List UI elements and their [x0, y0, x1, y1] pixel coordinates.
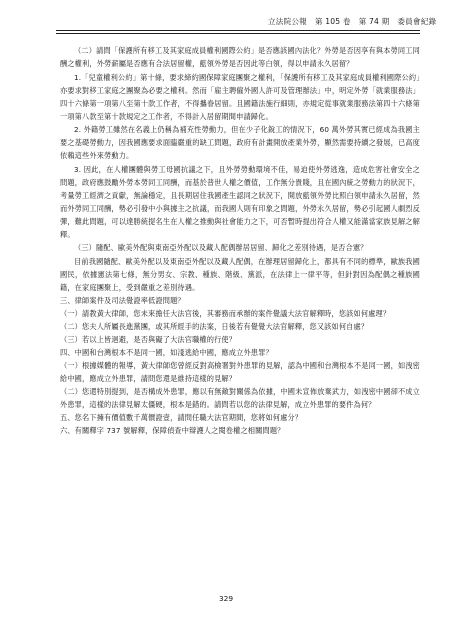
- body-text: [60, 44, 420, 437]
- paragraph: （三）隨配、歐美外配與東南亞外配以及藏人配偶辦居居留、歸化之差別待遇，是否合憲？: [74, 243, 368, 252]
- paragraph: 2. 外籍勞工雖然在名義上仍稱為補充性勞動力，但在少子化銳工的情況下，60 萬外勞其實已經成為我國主要之基礎勞動力，因我國應要求面臨嚴重的缺工問題，政府有計畫開放產業外勞，顯然需要持續之發展，已高度依賴這些外來勞動力。: [60, 125, 420, 160]
- section-name: 委員會紀錄: [397, 17, 437, 26]
- header-rule-thin: [56, 33, 420, 34]
- question-heading: 五、您名下擁有價值數千萬價證壹，請問任職大法官期間，您將如何處分？: [60, 413, 303, 422]
- issue-number: 第 74 期: [358, 17, 390, 26]
- publication-name: 立法院公報: [268, 17, 307, 26]
- volume-number: 第 105 卷: [314, 17, 351, 26]
- page-number: 329: [218, 594, 234, 603]
- question-item: （二）您夫人所屬長進黨團，或其所經手的法案，日後若有覺覺大法官解釋，您又該如何自處？: [60, 322, 369, 331]
- paragraph: 3. 因此，在人權團體與勞工母國抗議之下，且外勞勞動環境不佳，易迫使外勞逃逸，造成危害社會安全之問題，政府應鼓勵外勞本勞同工同酬，而基於普世人權之價值，工作無分貴賤，且在國內統之勞動力的狀況下，考量勞工經濟之貢獻，無論穩定，且長期居住我國產生認同之狀況下，開放藍領外勞比照白領申請永久居留，然而外勞同工同酬，勢必引發中小與據主之抗議，而我國人則有印象之問題，外勞永久居留，勢必引起國人劇烈反彈，難此問題，可以達勝統提名生在人權之推動與社會能力之下，可否暫時提出符合人權又能滿當家族見解之解釋。: [60, 164, 420, 239]
- question-item: （一）根據媒體的報導，黃大律師您曾經反對高檢署對外患罪的見解，認為中國和台灣根本不是同一國，如洩密給中國，應成立外患罪，請問您還是維持這樣的見解？: [60, 361, 420, 383]
- question-heading: 三、律師案件及司法覺證率低證問題？: [60, 296, 185, 305]
- question-item: （二）您還特別提到，是否構成外患罪，應以有無敵對關係為依據，中國未宣佈放棄武力，如洩密中國卻不成立外患罪，這樣的法律見解太僵硬，根本是錯的。請問若以您的法律見解，成立外患罪的要件為何？: [60, 387, 420, 409]
- header-rule: [56, 30, 420, 31]
- question-item: （三）若以上皆迴避，是否與礙了大法官職權的行使？: [60, 335, 237, 344]
- question-heading: 四、中國和台灣根本不是同一國，如淺逃給中國，應成立外患罪？: [60, 348, 273, 357]
- paragraph: 目前我國隨配、歐美外配以及東南亞外配以及藏人配偶，在辦理居留歸化上，都具有不同的標準，歐族我國國民，依據憲法第七條，無分男女、宗教、種族、階級、黨派，在法律上一律平等，但針對因為配偶之種族國籍，在家庭團聚上，受到嚴重之差別待遇。: [60, 256, 420, 292]
- running-header: [268, 16, 437, 27]
- question-item: （一）請教黃大律師，您未來擔任大法官後，其審務而承辦的案件覺議大法官解釋時，您該如何處理？: [60, 309, 391, 318]
- paragraph: （二）請問「保護所有移工及其家庭成員權利國際公約」是否應該國內法化？外勞是否因享有與本勞同工同酬之權利，外勞薪屬是否應有合法居留權，藍領外勞是否因此等白領，得以申請永久居留？: [60, 46, 420, 68]
- question-heading: 六、有關釋字 737 號解釋，保障偵查中辯護人之閱卷權之相關問題？: [60, 426, 285, 435]
- paragraph: 1.「兒童權利公約」第十條，要求締約國保障家庭團聚之權利，「保護所有移工及其家庭成員權利國際公約」亦要求對移工家庭之團聚為必要之權利。然而「雇主聘僱外國人許可及管理辦法」中，明定外勞「就業服務法」四十六條第一項第八至第十款工作者，不得攜眷居留。且國籍法施行細則，亦規定從事就業服務法第四十六條第一項第八款至第十款規定之工作者，不得計入居留期間申請歸化。: [60, 72, 420, 121]
